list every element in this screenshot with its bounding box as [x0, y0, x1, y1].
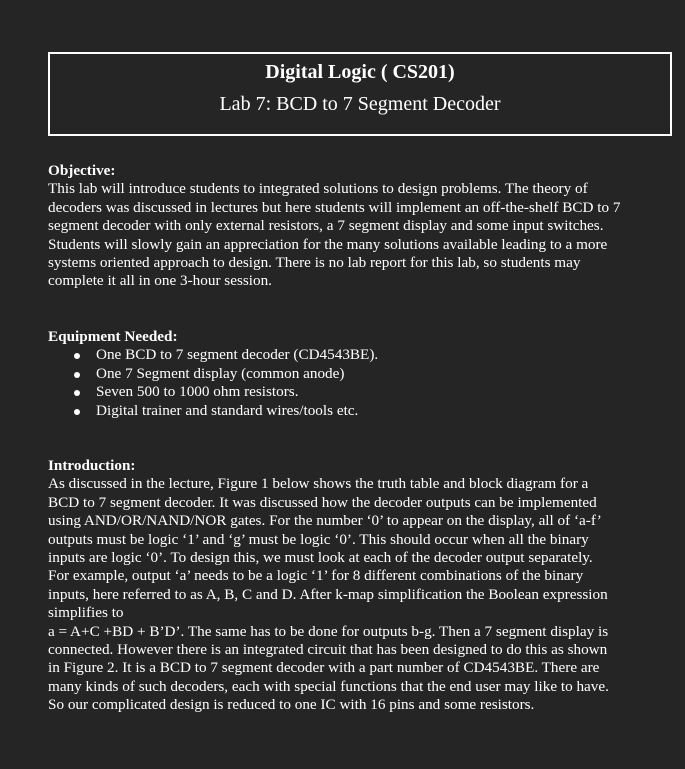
introduction-line: many kinds of such decoders, each with special functions that the end user may like to have. [48, 677, 609, 695]
introduction-line: a = A+C +BD + B’D’. The same has to be done for outputs b-g. Then a 7 segment display is [48, 622, 609, 640]
objective-section [48, 162, 668, 291]
equipment-item: One 7 Segment display (common anode) [48, 365, 668, 383]
course-title: Digital Logic ( CS201) [265, 61, 455, 83]
introduction-line: using AND/OR/NAND/NOR gates. For the number ‘0’ to appear on the display, all of ‘a-f’ [48, 512, 602, 530]
objective-line: systems oriented approach to design. There is no lab report for this lab, so students may [48, 254, 581, 272]
introduction-line: in Figure 2. It is a BCD to 7 segment decoder with a part number of CD4543BE. There are [48, 659, 600, 677]
introduction-heading: Introduction: [48, 457, 136, 474]
equipment-item: Digital trainer and standard wires/tools etc. [48, 402, 668, 420]
title-box [48, 52, 672, 136]
equipment-heading: Equipment Needed: [48, 328, 178, 345]
equipment-list [48, 346, 668, 420]
introduction-line: inputs, here referred to as A, B, C and D. After k-map simplification the Boolean expression [48, 585, 608, 603]
introduction-line: BCD to 7 segment decoder. It was discussed how the decoder outputs can be implemented [48, 493, 597, 511]
objective-line: Students will slowly gain an appreciation for the many solutions available leading to a more [48, 235, 608, 253]
introduction-paragraph [48, 475, 668, 714]
introduction-line: connected. However there is an integrated circuit that has been designed to do this as shown [48, 641, 608, 659]
introduction-line: For example, output ‘a’ needs to be a logic ‘1’ for 8 different combinations of the binary [48, 567, 584, 585]
objective-line: segment decoder with only external resistors, a 7 segment display and some input switches. [48, 217, 604, 235]
equipment-item: Seven 500 to 1000 ohm resistors. [48, 383, 668, 401]
introduction-line: outputs must be logic ‘1’ and ‘g’ must be logic ‘0’. This should occur when all the binary [48, 530, 589, 548]
objective-heading: Objective: [48, 162, 116, 179]
objective-line: This lab will introduce students to integrated solutions to design problems. The theory of [48, 180, 588, 198]
objective-line: complete it all in one 3-hour session. [48, 272, 272, 290]
equipment-section [48, 328, 668, 420]
equipment-item: One BCD to 7 segment decoder (CD4543BE). [48, 346, 668, 364]
introduction-line: As discussed in the lecture, Figure 1 below shows the truth table and block diagram for a [48, 475, 589, 493]
introduction-line: inputs are logic ‘0’. To design this, we must look at each of the decoder output separately. [48, 549, 593, 567]
introduction-line: simplifies to [48, 604, 124, 622]
introduction-section [48, 457, 668, 715]
lab-title: Lab 7: BCD to 7 Segment Decoder [219, 93, 501, 115]
introduction-line: So our complicated design is reduced to one IC with 16 pins and some resistors. [48, 696, 535, 714]
objective-line: decoders was discussed in lectures but here students will implement an off-the-shelf BCD to 7 [48, 198, 621, 216]
objective-paragraph [48, 180, 668, 290]
